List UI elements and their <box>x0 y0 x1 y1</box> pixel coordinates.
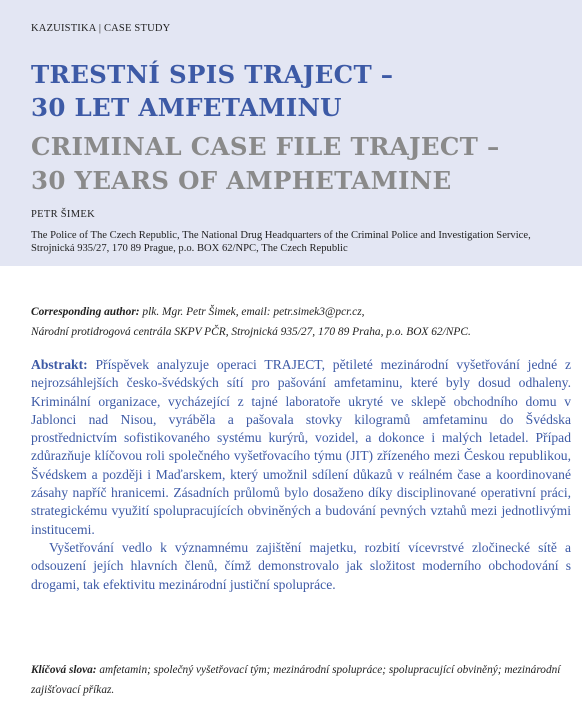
corresponding-contact: plk. Mgr. Petr Šimek, email: petr.simek3@pcr.cz, <box>139 306 365 318</box>
author-affiliation: The Police of The Czech Republic, The National Drug Headquarters of the Criminal Police and Investigation Service, Strojnická 935/27, 170 89 Prague, p.o. BOX 62/NPC, The Czech Republic <box>31 230 531 254</box>
abstract-paragraph-1 <box>31 356 571 539</box>
title-czech-line-2: 30 LET AMFETAMINU <box>31 93 342 122</box>
abstract <box>31 356 571 594</box>
author-name: PETR ŠIMEK <box>31 209 95 220</box>
title-czech <box>31 58 393 124</box>
title-czech-line-1: TRESTNÍ SPIS TRAJECT – <box>31 60 394 89</box>
corresponding-line-1 <box>31 302 571 322</box>
corresponding-label: Corresponding author: <box>31 306 140 318</box>
corresponding-address: Národní protidrogová centrála SKPV PČR, Strojnická 935/27, 170 89 Praha, p.o. BOX 62/NPC. <box>31 326 471 338</box>
abstract-text-1: Příspěvek analyzuje operaci TRAJECT, pětileté mezinárodní vyšetřování jedné z nejrozsáhlejších česko-švédských sítí pro pašování amfetaminu, které byly dosud odhaleny. Kriminální organizace, vycházející z tajné laboratoře ukryté ve sklepě obchodního domu v Jablonci nad Nisou, vyráběla a pašovala stovky kilogramů amfetaminu do Švédska prostřednictvím sofistikovaného systému kurýrů, vozidel, a dokonce i malých letadel. Případ zdůrazňuje klíčovou roli společného vyšetřovacího týmu (JIT) zřízeného mezi Českou republikou, Švédskem a později i Maďarskem, který umožnil sdílení důkazů v reálném čase a koordinované zásahy napříč hranicemi. Zásadních průlomů bylo dosaženo díky disciplinované operativní práci, strategickému využití spolupracujících obviněných a budování pevných vztahů mezi jednotlivými institucemi. <box>31 357 571 537</box>
title-english-line-1: CRIMINAL CASE FILE TRAJECT – <box>31 132 500 161</box>
section-tag: KAZUISTIKA | CASE STUDY <box>31 23 171 34</box>
abstract-paragraph-2: Vyšetřování vedlo k významnému zajištění majetku, rozbití vícevrstvé zločinecké sítě a odsouzení jejích hlavních členů, čímž demonstrovalo jak složitost moderního obchodování s drogami, tak efektivitu mezinárodní justiční spolupráce. <box>31 539 571 592</box>
keywords-text: amfetamin; společný vyšetřovací tým; mezinárodní spolupráce; spolupracující obviněný; mezinárodní zajišťovací příkaz. <box>31 664 561 696</box>
title-english-line-2: 30 YEARS OF AMPHETAMINE <box>31 166 452 195</box>
title-english <box>31 130 500 198</box>
keywords <box>31 660 576 700</box>
corresponding-author <box>31 302 571 342</box>
keywords-label: Klíčová slova: <box>31 664 97 676</box>
abstract-label: Abstrakt: <box>31 357 88 372</box>
